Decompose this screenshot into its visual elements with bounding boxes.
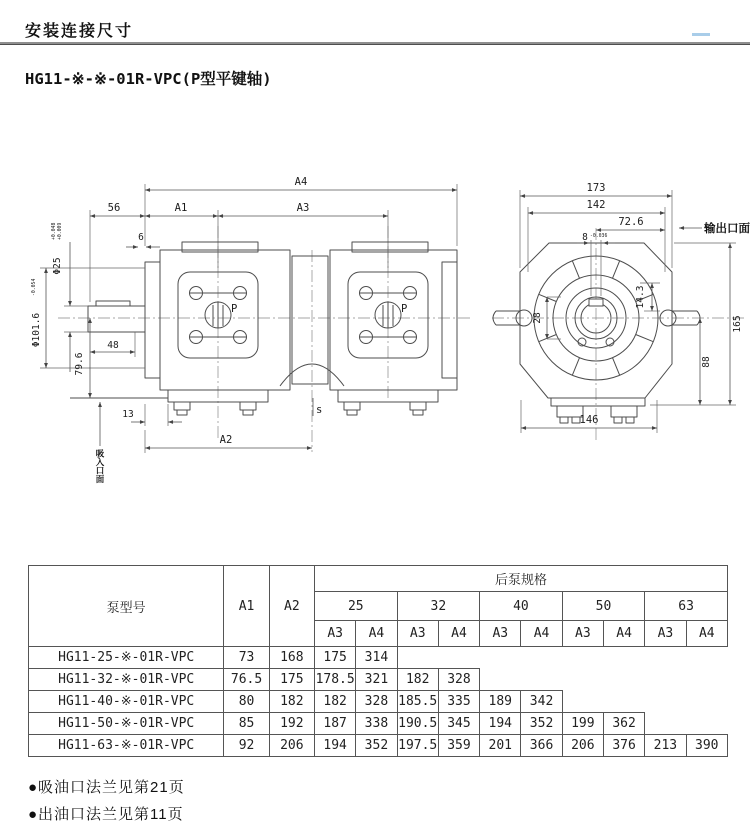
value-cell xyxy=(480,669,521,691)
keyway xyxy=(589,299,603,306)
mounting-feet xyxy=(168,390,438,415)
value-cell: 206 xyxy=(562,735,603,757)
value-cell: 345 xyxy=(438,713,479,735)
value-cell: 85 xyxy=(224,713,269,735)
value-cell: 199 xyxy=(562,713,603,735)
value-cell xyxy=(645,669,686,691)
size-header-50: 50 xyxy=(562,592,645,621)
dim-a1: A1 xyxy=(174,202,188,214)
inlet-face-label: 吸入口面 xyxy=(95,449,105,483)
note-suction-flange: ●吸油口法兰见第21页 xyxy=(28,779,185,796)
value-cell xyxy=(603,647,644,669)
sub-header-a3: A3 xyxy=(480,621,521,647)
dim-6: 6 xyxy=(138,232,144,243)
dim-14-3: 14.3 xyxy=(635,285,646,309)
value-cell: 194 xyxy=(480,713,521,735)
value-cell: 182 xyxy=(397,669,438,691)
value-cell: 376 xyxy=(603,735,644,757)
value-cell xyxy=(645,691,686,713)
footnotes xyxy=(28,774,185,828)
dim-a2: A2 xyxy=(219,434,233,446)
dim-phi25: Φ25 xyxy=(52,257,63,275)
value-cell: 192 xyxy=(269,713,314,735)
dim-56: 56 xyxy=(107,202,121,214)
value-cell: 352 xyxy=(521,713,562,735)
value-cell: 328 xyxy=(356,691,397,713)
value-cell: 201 xyxy=(480,735,521,757)
value-cell xyxy=(397,647,438,669)
shaft-key xyxy=(96,301,130,306)
value-cell: 185.5 xyxy=(397,691,438,713)
sub-header-a3: A3 xyxy=(315,621,356,647)
dim-key-width: 8 xyxy=(582,232,588,243)
model-subtitle: HG11-※-※-01R-VPC(P型平键轴) xyxy=(25,70,272,88)
value-cell: 189 xyxy=(480,691,521,713)
sub-header-a4: A4 xyxy=(438,621,479,647)
note-outlet-flange: ●出油口法兰见第11页 xyxy=(28,806,184,823)
sub-header-a3: A3 xyxy=(397,621,438,647)
value-cell: 213 xyxy=(645,735,686,757)
title-rule xyxy=(0,42,750,45)
table-row xyxy=(29,735,728,757)
dim-173: 173 xyxy=(586,182,606,194)
col-header-a2: A2 xyxy=(269,566,314,647)
col-header-model: 泵型号 xyxy=(29,566,224,647)
value-cell: 359 xyxy=(438,735,479,757)
dim-13: 13 xyxy=(122,409,134,420)
dim-key-tol: -0.036 xyxy=(590,234,608,239)
model-cell: HG11-25-※-01R-VPC xyxy=(29,647,224,669)
value-cell: 92 xyxy=(224,735,269,757)
value-cell: 321 xyxy=(356,669,397,691)
value-cell: 80 xyxy=(224,691,269,713)
technical-drawing xyxy=(0,130,750,490)
value-cell: 182 xyxy=(269,691,314,713)
sub-header-a4: A4 xyxy=(356,621,397,647)
model-cell: HG11-32-※-01R-VPC xyxy=(29,669,224,691)
front-view-body xyxy=(493,240,700,423)
front-port-plate xyxy=(178,272,258,358)
value-cell: 338 xyxy=(356,713,397,735)
dim-79-6: 79.6 xyxy=(74,352,85,376)
sub-header-a4: A4 xyxy=(686,621,727,647)
size-header-32: 32 xyxy=(397,592,480,621)
dim-165: 165 xyxy=(732,315,743,333)
port-label-p-rear: P xyxy=(401,303,408,315)
sub-header-a4: A4 xyxy=(603,621,644,647)
value-cell xyxy=(562,647,603,669)
table-header-row-1 xyxy=(29,566,728,592)
center-section xyxy=(292,256,328,384)
dim-phi25-tol-upper: +0.048 xyxy=(52,222,57,240)
value-cell xyxy=(686,669,727,691)
shaft xyxy=(88,306,145,332)
value-cell: 190.5 xyxy=(397,713,438,735)
value-cell xyxy=(521,669,562,691)
sub-header-a4: A4 xyxy=(521,621,562,647)
side-view-dimensions xyxy=(31,176,457,484)
value-cell: 182 xyxy=(315,691,356,713)
model-cell: HG11-50-※-01R-VPC xyxy=(29,713,224,735)
sub-header-a3: A3 xyxy=(562,621,603,647)
value-cell: 328 xyxy=(438,669,479,691)
value-cell xyxy=(603,669,644,691)
value-cell: 168 xyxy=(269,647,314,669)
value-cell: 197.5 xyxy=(397,735,438,757)
value-cell xyxy=(686,713,727,735)
sub-header-a3: A3 xyxy=(645,621,686,647)
rear-cover xyxy=(442,262,457,378)
dim-146: 146 xyxy=(579,414,599,426)
value-cell xyxy=(686,691,727,713)
model-cell: HG11-40-※-01R-VPC xyxy=(29,691,224,713)
col-header-a1: A1 xyxy=(224,566,269,647)
front-housing xyxy=(160,250,290,390)
value-cell: 175 xyxy=(315,647,356,669)
value-cell: 206 xyxy=(269,735,314,757)
accent-dash xyxy=(692,33,710,36)
dim-s: s xyxy=(316,404,323,416)
value-cell: 335 xyxy=(438,691,479,713)
page-title: 安装连接尺寸 xyxy=(25,23,134,40)
value-cell xyxy=(562,691,603,713)
value-cell: 390 xyxy=(686,735,727,757)
value-cell xyxy=(645,647,686,669)
dim-a3: A3 xyxy=(296,202,310,214)
value-cell: 342 xyxy=(521,691,562,713)
table-row xyxy=(29,691,728,713)
value-cell: 362 xyxy=(603,713,644,735)
front-cover xyxy=(145,262,160,378)
value-cell: 73 xyxy=(224,647,269,669)
dim-142: 142 xyxy=(586,199,606,211)
dim-88: 88 xyxy=(701,356,712,368)
col-header-rear-spec: 后泵规格 xyxy=(315,566,728,592)
size-header-40: 40 xyxy=(480,592,563,621)
rear-port-plate xyxy=(348,272,428,358)
value-cell xyxy=(521,647,562,669)
value-cell xyxy=(480,647,521,669)
size-header-63: 63 xyxy=(645,592,728,621)
value-cell xyxy=(603,691,644,713)
table-row xyxy=(29,669,728,691)
value-cell: 175 xyxy=(269,669,314,691)
value-cell: 366 xyxy=(521,735,562,757)
dim-a4: A4 xyxy=(294,176,308,188)
value-cell xyxy=(645,713,686,735)
value-cell xyxy=(562,669,603,691)
value-cell: 314 xyxy=(356,647,397,669)
dim-phi101: Φ101.6 xyxy=(31,312,42,348)
dimension-table xyxy=(28,565,728,757)
dim-28: 28 xyxy=(532,312,543,324)
dim-72-6: 72.6 xyxy=(618,216,644,228)
outlet-face-label: 输出口面 xyxy=(704,223,750,235)
dim-phi25-tol-lower: +0.009 xyxy=(58,222,63,240)
value-cell: 76.5 xyxy=(224,669,269,691)
value-cell xyxy=(686,647,727,669)
table-row xyxy=(29,713,728,735)
table-row xyxy=(29,647,728,669)
size-header-25: 25 xyxy=(315,592,398,621)
value-cell xyxy=(438,647,479,669)
port-label-p-front: P xyxy=(231,303,238,315)
value-cell: 187 xyxy=(315,713,356,735)
value-cell: 178.5 xyxy=(315,669,356,691)
value-cell: 352 xyxy=(356,735,397,757)
centerlines xyxy=(58,226,746,452)
value-cell: 194 xyxy=(315,735,356,757)
model-cell: HG11-63-※-01R-VPC xyxy=(29,735,224,757)
dim-phi101-tol: -0.054 xyxy=(32,278,37,296)
dim-48: 48 xyxy=(107,340,119,351)
